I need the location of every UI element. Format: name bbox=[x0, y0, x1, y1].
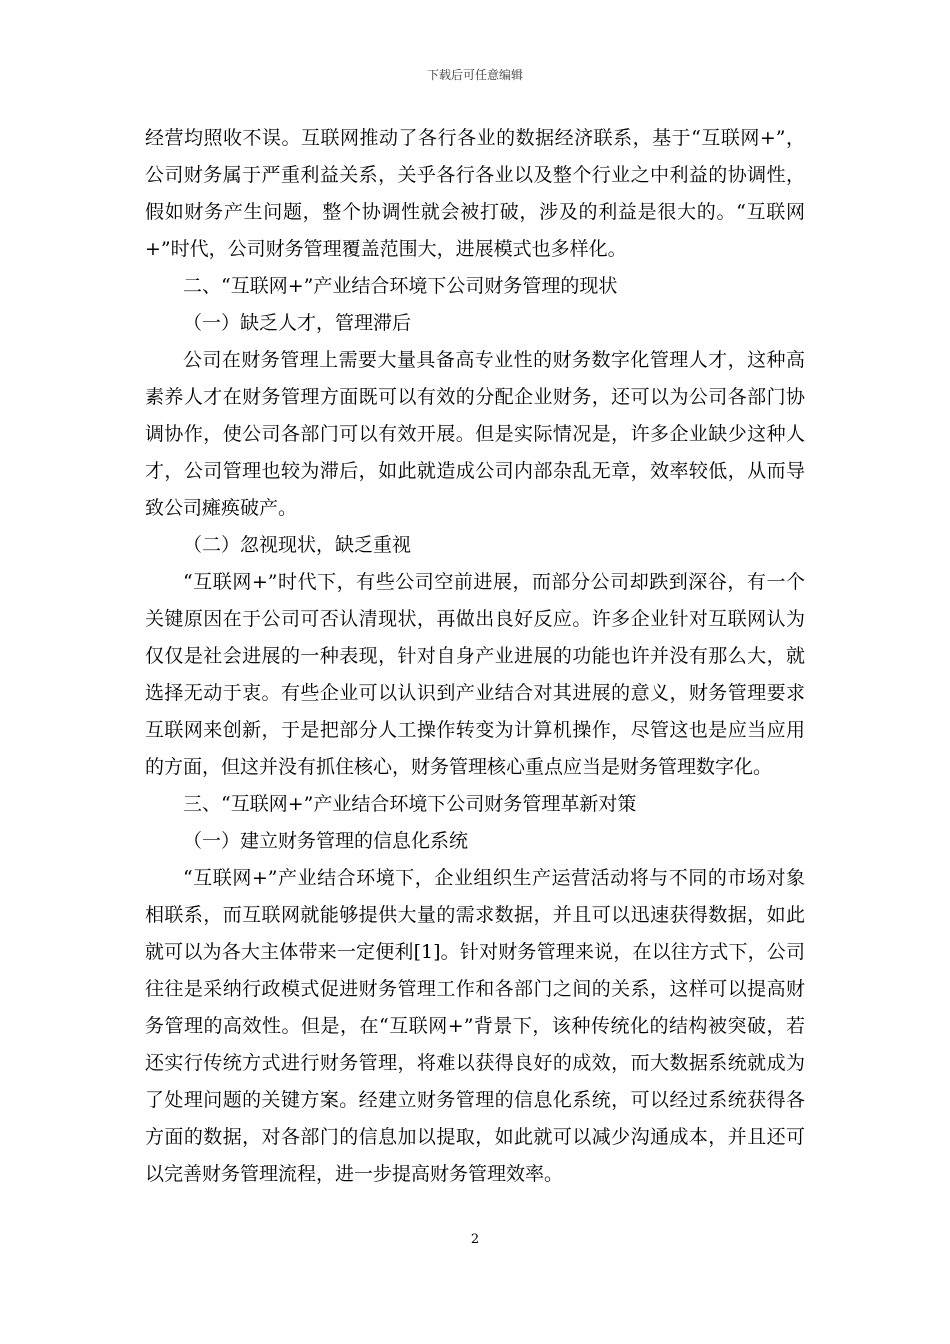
paragraph-talent: 公司在财务管理上需要大量具备高专业性的财务数字化管理人才，这种高素养人才在财务管理方面既可以有效的分配企业财务，还可以为公司各部门协调协作，使公司各部门可以有效开展。但是实际情况是，许多企业缺少这种人才，公司管理也较为滞后，如此就造成公司内部杂乱无章，效率较低，从而导致公司瘫痪破产。 bbox=[145, 349, 805, 519]
subsection-heading-2-1: （一）缺乏人才，管理滞后 bbox=[183, 312, 412, 334]
section-heading-2: 二、“互联网+”产业结合环境下公司财务管理的现状 bbox=[183, 275, 618, 297]
document-body bbox=[145, 120, 805, 1193]
subsection-heading-3-1: （一）建立财务管理的信息化系统 bbox=[183, 830, 469, 852]
section-heading-3: 三、“互联网+”产业结合环境下公司财务管理革新对策 bbox=[183, 793, 637, 815]
paragraph-status: “互联网+”时代下，有些公司空前进展，而部分公司却跌到深谷，有一个关键原因在于公司可否认清现状，再做出良好反应。许多企业针对互联网认为仅仅是社会进展的一种表现，针对自身产业进展的功能也许并没有那么大，就选择无动于衷。有些企业可以认识到产业结合对其进展的意义，财务管理要求互联网来创新，于是把部分人工操作转变为计算机操作，尽管这也是应当应用的方面，但这并没有抓住核心，财务管理核心重点应当是财务管理数字化。 bbox=[145, 571, 805, 778]
subsection-heading-2-2: （二）忽视现状，缺乏重视 bbox=[183, 534, 412, 556]
page-number: 2 bbox=[470, 1232, 480, 1247]
paragraph-info-system: “互联网+”产业结合环境下，企业组织生产运营活动将与不同的市场对象相联系，而互联网就能够提供大量的需求数据，并且可以迅速获得数据，如此就可以为各大主体带来一定便利[1]。针对财务管理来说，在以往方式下，公司往往是采纳行政模式促进财务管理工作和各部门之间的关系，这样可以提高财务管理的高效性。但是，在“互联网+”背景下，该种传统化的结构被突破，若还实行传统方式进行财务管理，将难以获得良好的成效，而大数据系统就成为了处理问题的关键方案。经建立财务管理的信息化系统，可以经过系统获得各方面的数据，对各部门的信息加以提取，如此就可以减少沟通成本，并且还可以完善财务管理流程，进一步提高财务管理效率。 bbox=[145, 867, 805, 1185]
page-header: 下载后可任意编辑 bbox=[426, 68, 523, 82]
paragraph-continuation: 经营均照收不误。互联网推动了各行各业的数据经济联系，基于“互联网+”，公司财务属于严重利益关系，关乎各行各业以及整个行业之中利益的协调性，假如财务产生问题，整个协调性就会被打破，涉及的利益是很大的。“互联网+”时代，公司财务管理覆盖范围大，进展模式也多样化。 bbox=[145, 127, 805, 260]
